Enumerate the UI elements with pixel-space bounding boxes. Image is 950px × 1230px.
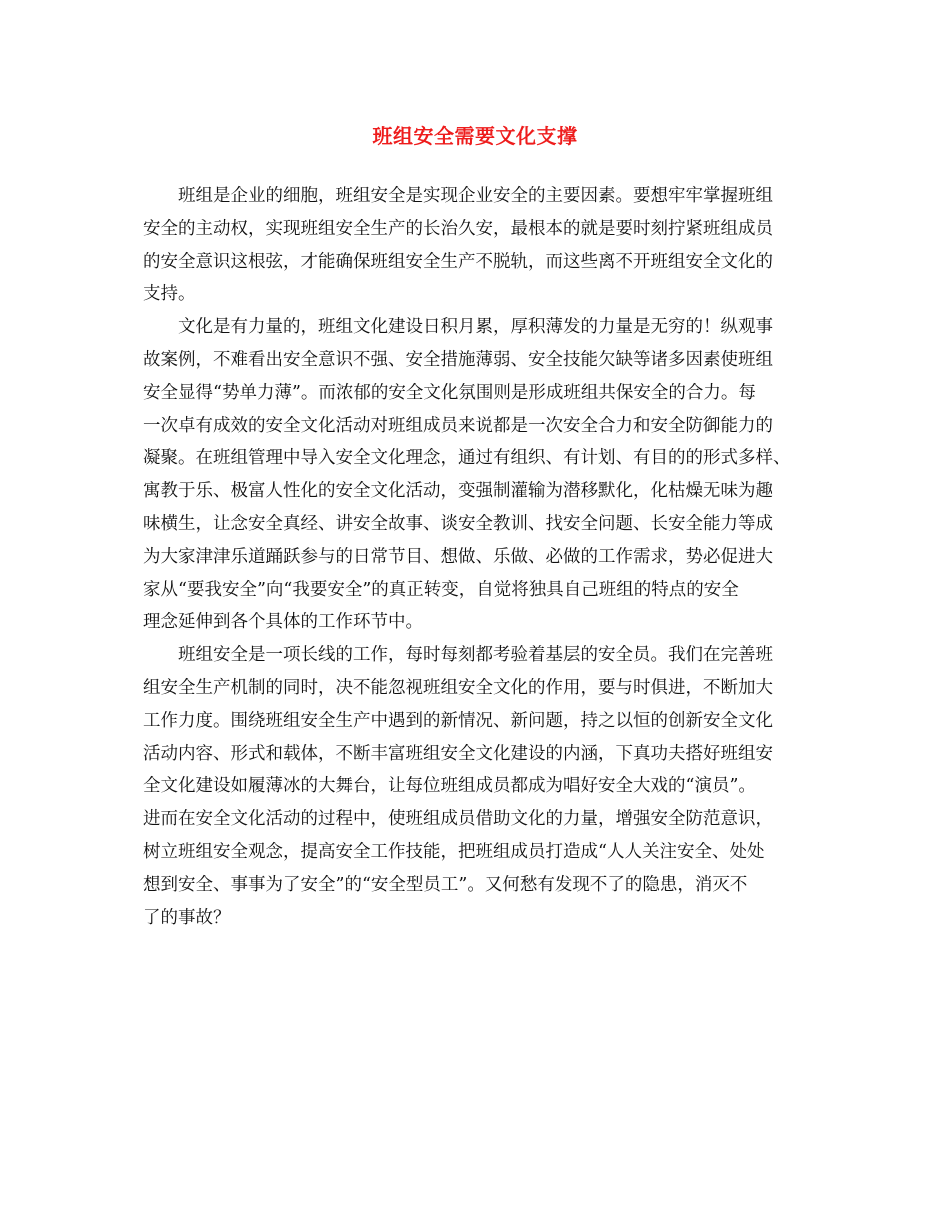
paragraph-3: 班组安全是一项长线的工作，每时每刻都考验着基层的安全员。我们在完善班 组安全生产机制的同时，决不能忽视班组安全文化的作用，要与时俱进，不断加大 工作力度。围绕班组安全生产中遇到的新情况、新问题，持之以恒的创新安全文化 活动内容、形式和载体，不断丰富班组安全文化建设的内涵，下真功夫搭好班组安 全文化建设如履薄冰的大舞台，让每位班组成员都成为唱好安全大戏的“演员”。 进而在安全文化活动的过程中，使班组成员借助文化的力量，增强安全防范意识， 树立班组安全观念，提高安全工作技能，把班组成员打造成“人人关注安全、处处 想到安全、事事为了安全”的“安全型员工”。又何愁有发现不了的隐患，消灭不 了的事故？ — [143, 645, 773, 928]
document-body — [143, 180, 827, 934]
paragraph-2: 文化是有力量的，班组文化建设日积月累，厚积薄发的力量是无穷的！纵观事 故案例，不难看出安全意识不强、安全措施薄弱、安全技能欠缺等诸多因素使班组 安全显得“势单力薄”。而浓郁的安全文化氛围则是形成班组共保安全的合力。每 一次卓有成效的安全文化活动对班组成员来说都是一次安全合力和安全防御能力的 凝聚。在班组管理中导入安全文化理念，通过有组织、有计划、有目的的形式多样、 寓教于乐、极富人性化的安全文化活动，变强制灌输为潜移默化，化枯燥无味为趣 味横生，让念安全真经、讲安全故事、谈安全教训、找安全问题、长安全能力等成 为大家津津乐道踊跃参与的日常节目、想做、乐做、必做的工作需求，势必促进大 家从“要我安全”向“我要安全”的真正转变，自觉将独具自己班组的特点的安全 理念延伸到各个具体的工作环节中。 — [143, 317, 791, 633]
document-title: 班组安全需要文化支撑 — [372, 124, 578, 148]
paragraph-1: 班组是企业的细胞，班组安全是实现企业安全的主要因素。要想牢牢掌握班组 安全的主动权，实现班组安全生产的长治久安，最根本的就是要时刻拧紧班组成员 的安全意识这根弦，才能确保班组安全生产不脱轨，而这些离不开班组安全文化的 支持。 — [143, 186, 773, 305]
